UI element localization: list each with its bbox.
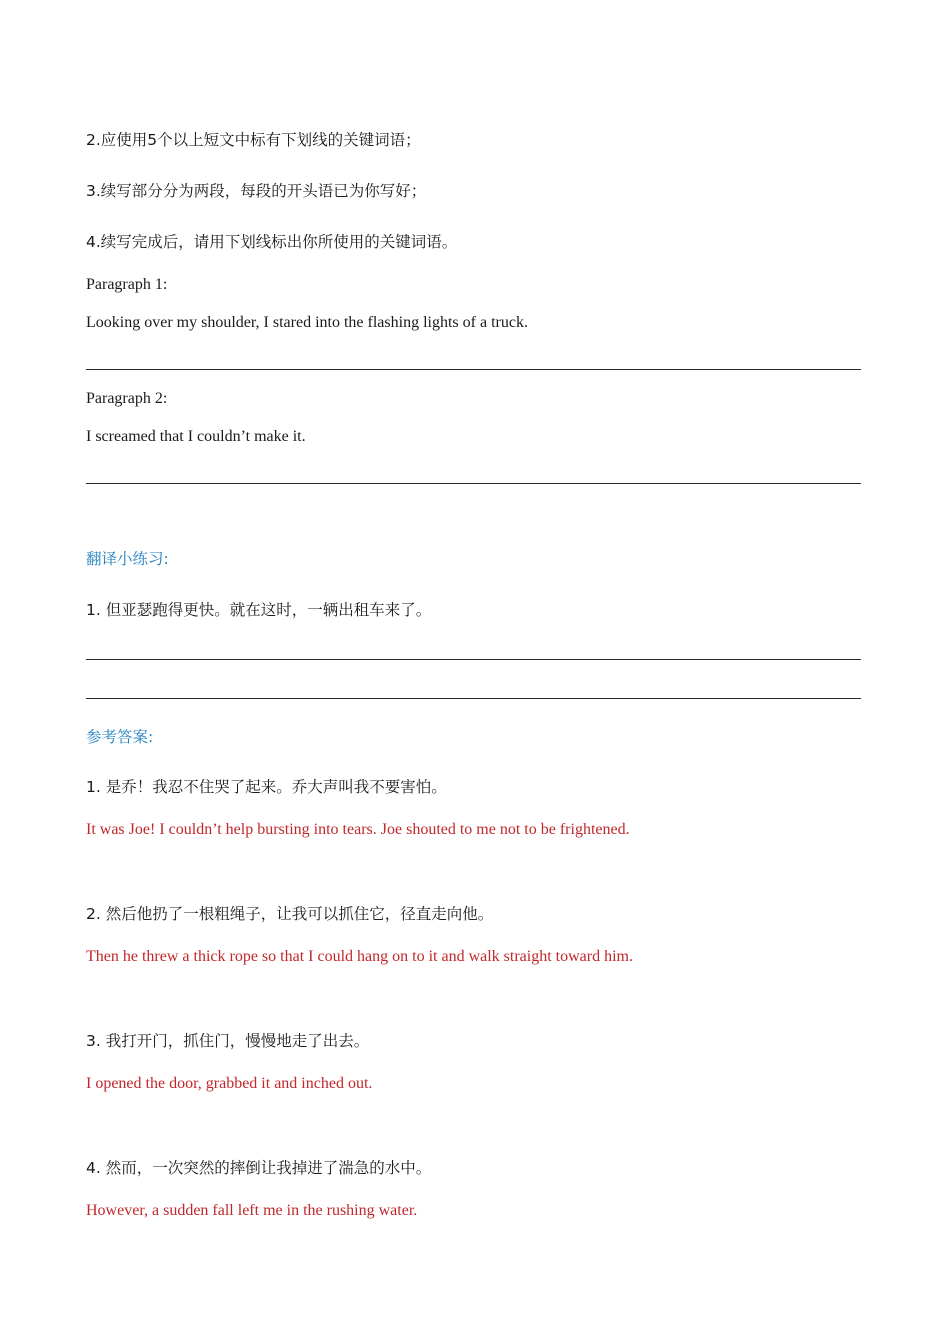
instruction-item: 4.续写完成后，请用下划线标出你所使用的关键词语。	[86, 233, 458, 251]
practice-heading: 翻译小练习:	[86, 550, 169, 568]
paragraph2-label: Paragraph 2:	[86, 390, 168, 407]
answer-cn: 3. 我打开门，抓住门，慢慢地走了出去。	[86, 1032, 370, 1050]
instruction-item: 3.续写部分分为两段，每段的开头语已为你写好；	[86, 182, 427, 200]
answer-cn: 1. 是乔！我忍不住哭了起来。乔大声叫我不要害怕。	[86, 778, 447, 796]
answer-cn: 2. 然后他扔了一根粗绳子，让我可以抓住它，径直走向他。	[86, 905, 494, 923]
answers-heading: 参考答案:	[86, 728, 154, 746]
paragraph1-opening: Looking over my shoulder, I stared into the flashing lights of a truck.	[86, 314, 528, 331]
paragraph1-label: Paragraph 1:	[86, 276, 168, 293]
practice-question: 1. 但亚瑟跑得更快。就在这时，一辆出租车来了。	[86, 601, 432, 619]
answer-cn: 4. 然而，一次突然的摔倒让我掉进了湍急的水中。	[86, 1159, 432, 1177]
answer-en: It was Joe! I couldn’t help bursting into tears. Joe shouted to me not to be frightened.	[86, 821, 630, 838]
answer-en: I opened the door, grabbed it and inched out.	[86, 1075, 373, 1092]
answer-en: However, a sudden fall left me in the rushing water.	[86, 1202, 418, 1219]
answer-en: Then he threw a thick rope so that I could hang on to it and walk straight toward him.	[86, 948, 633, 965]
answer-line	[86, 659, 861, 660]
answer-line	[86, 483, 861, 484]
instruction-item: 2.应使用5个以上短文中标有下划线的关键词语；	[86, 131, 421, 149]
answer-line	[86, 369, 861, 370]
answer-line	[86, 698, 861, 699]
paragraph2-opening: I screamed that I couldn’t make it.	[86, 428, 306, 445]
